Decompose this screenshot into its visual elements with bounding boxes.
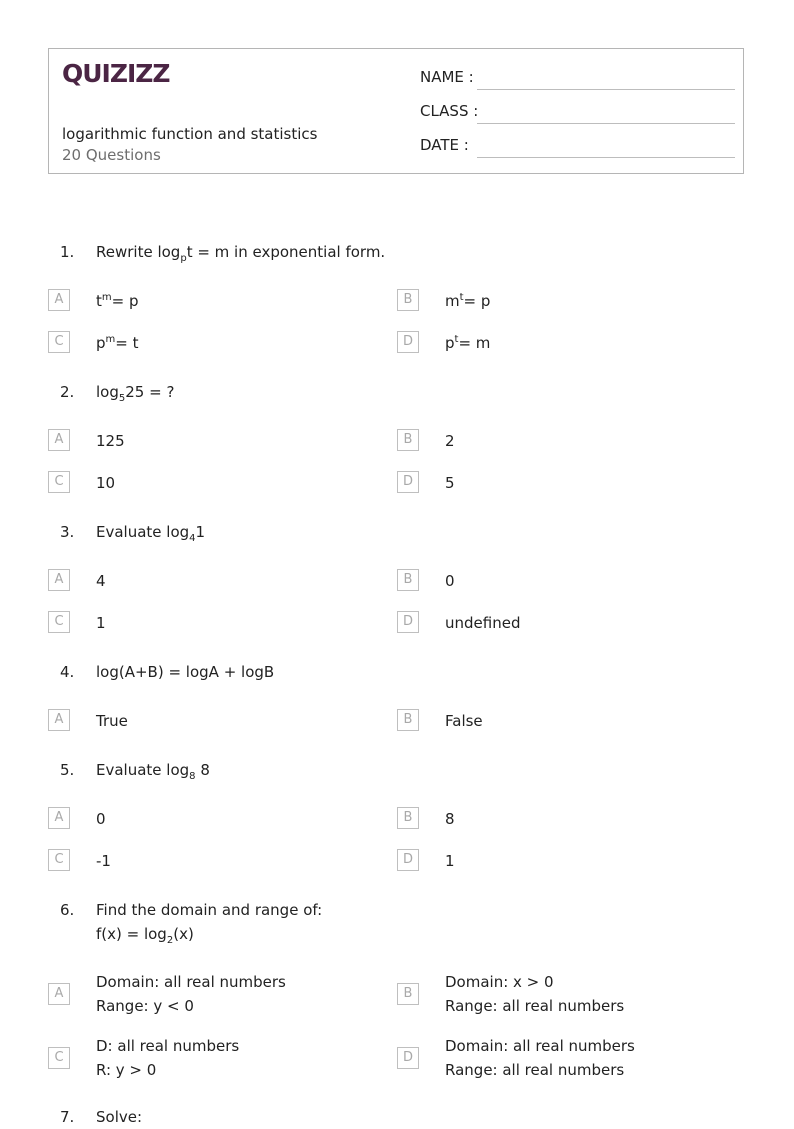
option-text-line1: Domain: all real numbers [96, 973, 286, 991]
worksheet-header [48, 48, 744, 174]
option-text: $p^t= m$ [445, 334, 491, 352]
question-text: Evaluate $\log_41$ [96, 523, 206, 544]
option-letter: D [397, 1047, 419, 1069]
question-text-line2: $f(x) = \log_2(x)$ [96, 925, 194, 946]
option-letter: C [48, 331, 70, 353]
option-letter: C [48, 849, 70, 871]
class-field[interactable] [420, 102, 735, 126]
option-letter: A [48, 429, 70, 451]
option-text: 1 [445, 852, 455, 870]
option-text-line1: D: all real numbers [96, 1037, 240, 1055]
worksheet-title: logarithmic function and statistics [62, 125, 318, 143]
question-count: 20 Questions [62, 146, 161, 164]
option-text: 5 [445, 474, 455, 492]
option-letter: A [48, 807, 70, 829]
name-label: NAME : [420, 68, 474, 86]
question-text: Solve: [96, 1108, 143, 1126]
quizizz-logo: QUIZIZZ [62, 59, 170, 88]
option-text-line1: Domain: all real numbers [445, 1037, 635, 1055]
option-letter: A [48, 983, 70, 1005]
option-text: True [96, 712, 128, 730]
date-line [477, 157, 735, 158]
option-letter: D [397, 471, 419, 493]
question-text: Rewrite $\log_pt = m$ in exponential form. [96, 243, 386, 264]
class-label: CLASS : [420, 102, 479, 120]
option-text: $m^t= p$ [445, 292, 491, 310]
option-text: False [445, 712, 483, 730]
option-text: 0 [445, 572, 455, 590]
option-text: undefined [445, 614, 521, 632]
option-text: 8 [445, 810, 455, 828]
option-text: 2 [445, 432, 455, 450]
option-letter: B [397, 983, 419, 1005]
question-text: Evaluate $\log_8 8$ [96, 761, 210, 782]
option-text: $p^m= t$ [96, 334, 139, 352]
date-field[interactable] [420, 136, 735, 160]
option-text: 4 [96, 572, 106, 590]
name-line [477, 89, 735, 90]
option-letter: B [397, 429, 419, 451]
question-number: 6. [60, 901, 75, 919]
option-text: $t^m= p$ [96, 292, 139, 310]
option-text: 10 [96, 474, 116, 492]
option-letter: B [397, 709, 419, 731]
question-text: $\log_525$ = ? [96, 383, 175, 404]
option-letter: D [397, 849, 419, 871]
question-number: 1. [60, 243, 75, 261]
question-text: Find the domain and range of: [96, 901, 323, 919]
question-number: 7. [60, 1108, 75, 1126]
option-text-line1: Domain: x > 0 [445, 973, 554, 991]
option-letter: D [397, 611, 419, 633]
date-label: DATE : [420, 136, 469, 154]
option-letter: C [48, 1047, 70, 1069]
question-number: 2. [60, 383, 75, 401]
option-letter: B [397, 289, 419, 311]
question-number: 3. [60, 523, 75, 541]
option-letter: B [397, 569, 419, 591]
option-letter: A [48, 569, 70, 591]
option-letter: B [397, 807, 419, 829]
question-number: 4. [60, 663, 75, 681]
option-letter: C [48, 471, 70, 493]
question-text: log(A+B) = logA + logB [96, 663, 275, 681]
option-letter: D [397, 331, 419, 353]
option-text-line2: Range: y < 0 [96, 997, 194, 1015]
option-text: -1 [96, 852, 111, 870]
option-text-line2: Range: all real numbers [445, 1061, 625, 1079]
option-text-line2: R: y > 0 [96, 1061, 157, 1079]
option-text-line2: Range: all real numbers [445, 997, 625, 1015]
option-text: 125 [96, 432, 125, 450]
class-line [477, 123, 735, 124]
option-text: 0 [96, 810, 106, 828]
question-number: 5. [60, 761, 75, 779]
option-letter: A [48, 289, 70, 311]
option-text: 1 [96, 614, 106, 632]
name-field[interactable] [420, 68, 735, 92]
option-letter: C [48, 611, 70, 633]
option-letter: A [48, 709, 70, 731]
